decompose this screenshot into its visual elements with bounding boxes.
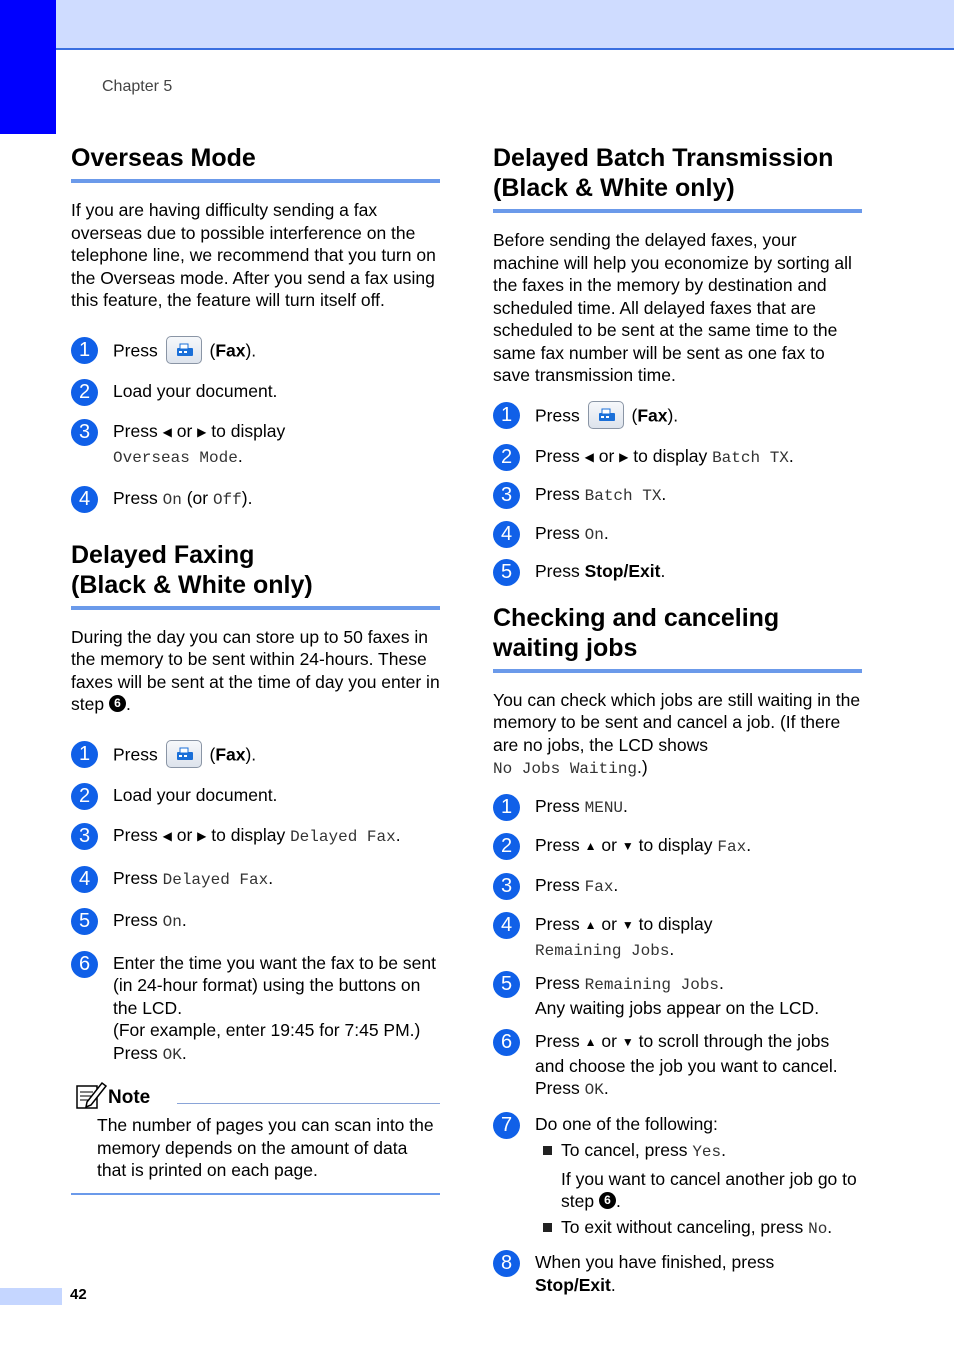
right-arrow-icon: ▶ — [197, 829, 207, 843]
left-arrow-icon: ◀ — [162, 829, 172, 843]
step-number: 4 — [71, 866, 98, 893]
bullet-cancel: To cancel, press Yes. — [493, 1139, 862, 1164]
batch-step-2: 2 Press ◀ or ▶ to display Batch TX. — [493, 445, 862, 470]
step-number: 4 — [493, 521, 520, 548]
bullet-exit: To exit without canceling, press No. — [493, 1216, 862, 1241]
step-number: 3 — [71, 419, 98, 446]
right-column — [493, 143, 862, 1296]
up-arrow-icon: ▲ — [584, 1035, 597, 1049]
step-number: 5 — [71, 908, 98, 935]
step-number: 3 — [493, 873, 520, 900]
page-number: 42 — [70, 1286, 87, 1303]
delayed-step-1: 1 Press (Fax). — [71, 742, 440, 770]
step-number: 2 — [493, 444, 520, 471]
step-number: 5 — [493, 559, 520, 586]
note-title: Note — [108, 1087, 151, 1108]
footer-bar — [0, 1288, 62, 1305]
up-arrow-icon: ▲ — [584, 918, 597, 932]
overseas-step-4: 4 Press On (or Off). — [71, 487, 440, 512]
step-number: 6 — [71, 951, 98, 978]
right-arrow-icon: ▶ — [619, 449, 629, 464]
step-number: 2 — [493, 833, 520, 860]
checking-step-2: 2 Press ▲ or ▼ to display Fax. — [493, 834, 862, 859]
note-header — [71, 1080, 440, 1114]
bullet-cancel-more: If you want to cancel another job go to step 6 . — [561, 1168, 857, 1211]
step-number: 1 — [71, 741, 98, 768]
chapter-label: Chapter 5 — [102, 78, 173, 95]
checking-step-7: 7 Do one of the following: — [493, 1113, 862, 1136]
step-number: 4 — [493, 912, 520, 939]
down-arrow-icon: ▼ — [621, 918, 634, 932]
checking-step-4: 4 Press ▲ or ▼ to display Remaining Jobs. — [493, 913, 862, 962]
bullet-square-icon — [543, 1146, 552, 1155]
section-title-batch: Delayed Batch Transmission (Black & White only) — [493, 143, 862, 213]
note-box — [71, 1080, 440, 1195]
batch-step-5: 5 Press Stop/Exit. — [493, 560, 862, 583]
up-arrow-icon: ▲ — [584, 839, 597, 853]
fax-button-icon — [166, 740, 202, 768]
fax-button-icon — [166, 336, 202, 364]
checking-step-5: 5 Press Remaining Jobs. Any waiting jobs appear on the LCD. — [493, 972, 862, 1019]
bullet-square-icon — [543, 1223, 552, 1232]
step-number: 4 — [71, 486, 98, 513]
step-number: 2 — [71, 783, 98, 810]
batch-step-3: 3 Press Batch TX. — [493, 483, 862, 508]
checking-step-6: 6 Press ▲ or ▼ to scroll through the jobs and choose the job you want to cancel. Press OK. — [493, 1030, 862, 1102]
step-reference-badge: 6 — [109, 695, 126, 712]
overseas-step-2: 2 Load your document. — [71, 380, 440, 403]
delayed-step-2: 2 Load your document. — [71, 784, 440, 807]
batch-step-1: 1 Press (Fax). — [493, 403, 862, 431]
step-number: 1 — [493, 402, 520, 429]
step-number: 2 — [71, 379, 98, 406]
note-text: The number of pages you can scan into the memory depends on the amount of data that is printed on each page. — [71, 1114, 440, 1195]
left-column — [71, 143, 440, 1195]
note-pencil-icon — [75, 1080, 107, 1115]
down-arrow-icon: ▼ — [621, 1035, 634, 1049]
section-title-checking: Checking and canceling waiting jobs — [493, 603, 862, 673]
overseas-intro: If you are having difficulty sending a fax overseas due to possible interference on the telephone line, we recommend that you turn on the Overseas mode. After you send a fax using this feature, the feature will turn itself off. — [71, 200, 436, 310]
step-number: 8 — [493, 1250, 520, 1277]
step-number: 5 — [493, 971, 520, 998]
batch-intro: Before sending the delayed faxes, your machine will help you economize by sorting all the faxes in the memory by destination and scheduled time. All delayed faxes that are scheduled to be sent at the same time to the same fax number will be sent as one fax to save transmission time. — [493, 230, 852, 385]
delayed-step-5: 5 Press On. — [71, 909, 440, 934]
delayed-step-6: 6 Enter the time you want the fax to be sent (in 24-hour format) using the buttons on the LCD. (For example, enter 19:45 for 7:45 PM.) Press OK. — [71, 952, 440, 1067]
checking-step-8: 8 When you have finished, press Stop/Exit. — [493, 1251, 862, 1296]
batch-step-4: 4 Press On. — [493, 522, 862, 547]
step-number: 7 — [493, 1112, 520, 1139]
section-title-delayed-faxing: Delayed Faxing (Black & White only) — [71, 540, 440, 610]
step-number: 3 — [493, 482, 520, 509]
step-reference-badge: 6 — [599, 1192, 616, 1209]
step-number: 6 — [493, 1029, 520, 1056]
overseas-step-3: 3 Press ◀ or ▶ to display Overseas Mode. — [71, 420, 440, 469]
checking-step-3: 3 Press Fax. — [493, 874, 862, 899]
down-arrow-icon: ▼ — [621, 839, 634, 853]
overseas-step-1: 1 Press (Fax). — [71, 338, 440, 366]
left-arrow-icon: ◀ — [162, 425, 172, 439]
note-divider — [177, 1103, 440, 1104]
checking-intro: You can check which jobs are still waiting in the memory to be sent and cancel a job. (If there are no jobs, the LCD shows No Jobs Waiting.) — [493, 689, 861, 778]
section-title-overseas: Overseas Mode — [71, 143, 440, 183]
step-number: 1 — [493, 794, 520, 821]
delayed-step-4: 4 Press Delayed Fax. — [71, 867, 440, 892]
delayed-faxing-intro: During the day you can store up to 50 faxes in the memory to be sent within 24-hours. These faxes will be sent at the time of day you enter in step 6 . — [71, 626, 440, 714]
step-number: 3 — [71, 823, 98, 850]
checking-step-1: 1 Press MENU. — [493, 795, 862, 820]
delayed-step-3: 3 Press ◀ or ▶ to display Delayed Fax. — [71, 824, 440, 849]
chapter-tab — [0, 0, 56, 134]
left-arrow-icon: ◀ — [584, 449, 594, 464]
fax-button-icon — [588, 401, 624, 429]
top-header-bar — [0, 0, 954, 50]
step-number: 1 — [71, 337, 98, 364]
right-arrow-icon: ▶ — [197, 425, 207, 439]
